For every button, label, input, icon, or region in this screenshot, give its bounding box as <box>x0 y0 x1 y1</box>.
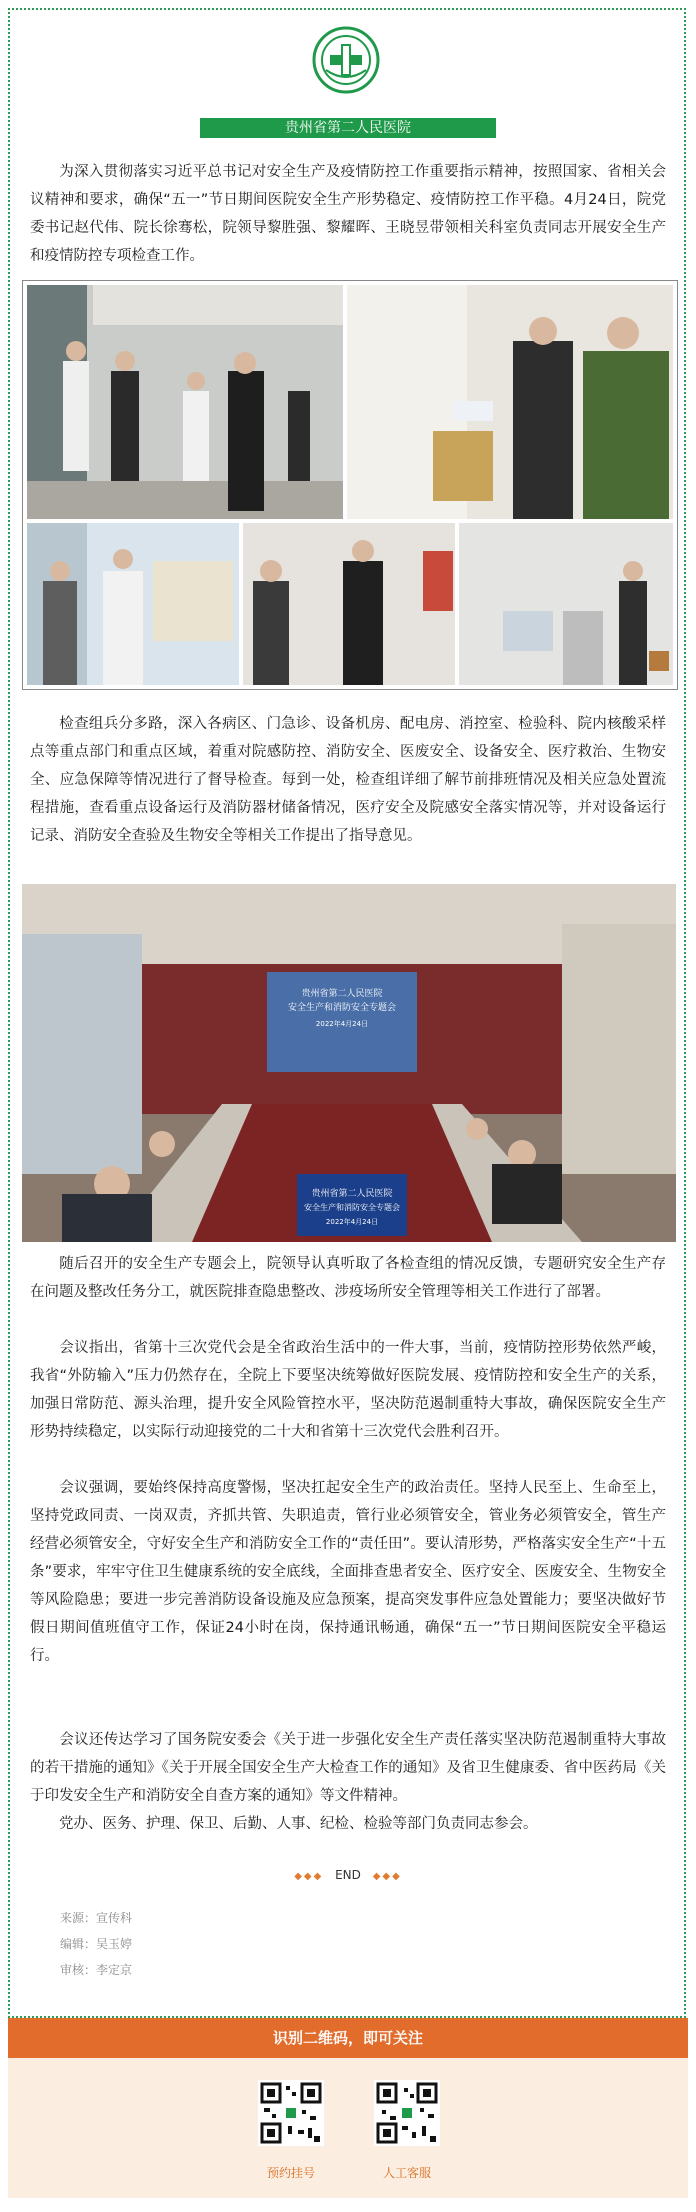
meeting-photo <box>22 884 676 1242</box>
qr-code-icon[interactable] <box>374 2080 440 2146</box>
paragraph-meeting: 随后召开的安全生产专题会上，院领导认真听取了各检查组的情况反馈，专题研究安全生产存在问题及整改任务分工，就医院排查隐患整改、涉疫场所安全管理等相关工作进行了部署。 <box>30 1256 666 1300</box>
photo-document-check <box>347 285 673 519</box>
paragraph-attendees: 党办、医务、护理、保卫、后勤、人事、纪检、检验等部门负责同志参会。 <box>59 1816 538 1832</box>
paragraph-intro: 为深入贯彻落实习近平总书记对安全生产及疫情防控工作重要指示精神，按照国家、省相关会议精神和要求，确保“五一”节日期间医院安全生产形势稳定、疫情防控工作平稳。4月24日，院党委书记赵代伟、院长徐骞松，院领导黎胜强、黎耀晖、王晓昱带领相关科室负责同志开展安全生产和疫情防控专项检查工作。 <box>30 164 666 264</box>
qr-label-appointment: 预约挂号 <box>266 2166 315 2180</box>
projector-date: 2022年4月24日 <box>315 1020 369 1028</box>
paragraph-meeting-emphasis: 会议强调，要始终保持高度警惕，坚决扛起安全生产的政治责任。坚持人民至上、生命至上，坚持党政同责、一岗双责，齐抓共管、失职追责，管行业必须管安全，管业务必须管安全，管生产经营必须管安全，守好安全生产和消防安全工作的“责任田”。要认清形势，严格落实安全生产“十五条”要求，牢牢守住卫生健康系统的安全底线，全面排查患者安全、医疗安全、医废安全、生物安全等风险隐患；要进一步完善消防设备设施及应急预案，提高突发事件应急处置能力；要坚决做好节假日期间值班值守工作，保证24小时在岗，保持通讯畅通，确保“五一”节日期间医院安全平稳运行。 <box>30 1480 666 1664</box>
hospital-name-banner <box>200 118 496 138</box>
photo-lab <box>27 523 239 685</box>
qr-label-customer-service: 人工客服 <box>382 2166 431 2180</box>
end-dots-icon: ◆◆◆ <box>372 1871 402 1882</box>
monitor-subtitle: 安全生产和消防安全专题会 <box>304 1203 400 1212</box>
paragraph-inspection: 检查组兵分多路，深入各病区、门急诊、设备机房、配电房、消控室、检验科、院内核酸采样点等重点部门和重点区域，着重对院感防控、消防安全、医废安全、设备安全、医疗救治、生物安全、应急保障等情况进行了督导检查。每到一处，检查组详细了解节前排班情况及相关应急处置流程措施，查看重点设备运行及消防器材储备情况，医疗安全及院感安全落实情况等，并对设备运行记录、消防安全查验及生物安全等相关工作提出了指导意见。 <box>30 716 666 844</box>
inspection-photos <box>23 281 677 689</box>
end-dots-icon: ◆◆◆ <box>294 1871 324 1882</box>
photo-equipment-room <box>27 285 343 519</box>
monitor-date: 2022年4月24日 <box>325 1218 379 1226</box>
inspection-photo-collage <box>22 280 678 690</box>
paragraph-meeting-points: 会议指出，省第十三次党代会是全省政治生活中的一件大事，当前，疫情防控形势依然严峻，我省“外防输入”压力仍然存在，全院上下要坚决统筹做好医院发展、疫情防控和安全生产的关系，加强日常防范、源头治理，提升安全风险管控水平，坚决防范遏制重特大事故，确保医院安全生产形势持续稳定，以实际行动迎接党的二十大和省第十三次党代会胜利召开。 <box>30 1340 666 1440</box>
qr-code-icon[interactable] <box>258 2080 324 2146</box>
projector-subtitle: 安全生产和消防安全专题会 <box>287 1003 397 1013</box>
monitor-title: 贵州省第二人民医院 <box>311 1189 393 1199</box>
paragraph-documents: 会议还传达学习了国务院安委会《关于进一步强化安全生产责任落实坚决防范遏制重特大事故的若干措施的通知》《关于开展全国安全生产大检查工作的通知》及省卫生健康委、省中医药局《关于印发安全生产和消防安全自查方案的通知》等文件精神。 <box>30 1732 666 1804</box>
hospital-emblem-icon <box>312 26 380 94</box>
credit-editor: 编辑：吴玉婷 <box>60 1937 133 1951</box>
photo-control-room <box>459 523 673 685</box>
meeting-room <box>22 884 676 1242</box>
follow-banner: 识别二维码，即可关注 <box>8 2018 688 2058</box>
projector-title: 贵州省第二人民医院 <box>301 989 383 999</box>
credit-source: 来源：宣传科 <box>60 1911 133 1925</box>
hospital-name: 贵州省第二人民医院 <box>285 120 411 136</box>
photo-nurse-station <box>243 523 455 685</box>
credit-reviewer: 审核：李定京 <box>60 1963 133 1977</box>
end-mark: ◆◆◆ END ◆◆◆ <box>294 1868 402 1882</box>
